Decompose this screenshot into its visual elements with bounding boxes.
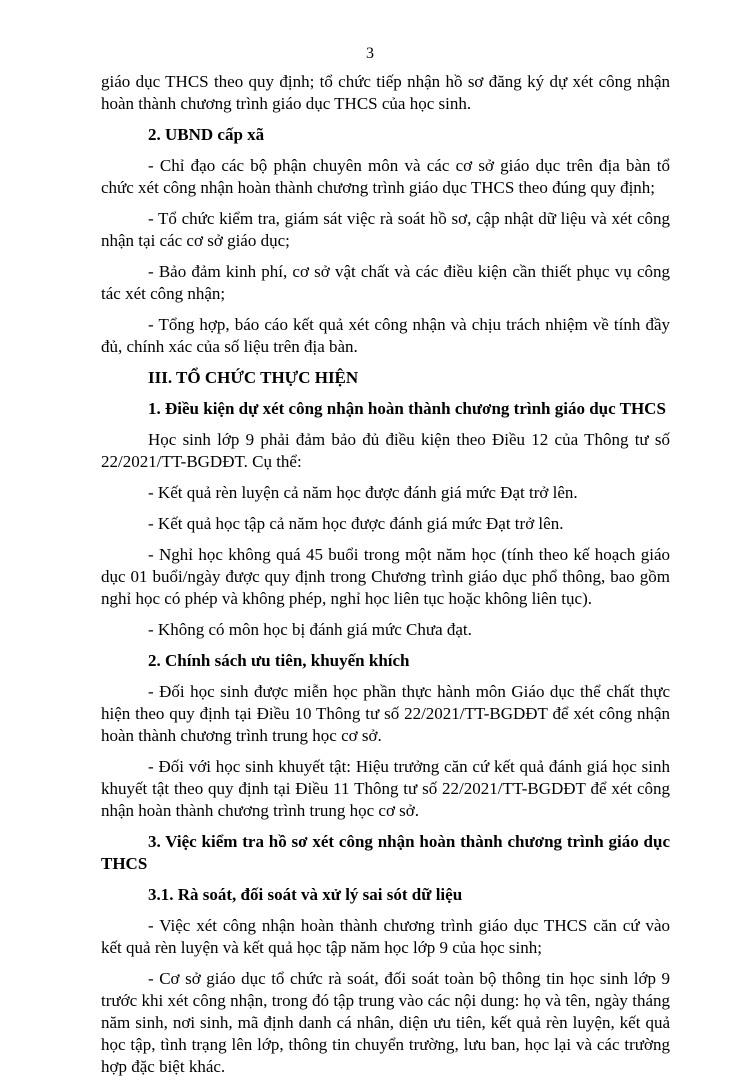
section-heading-kiem-tra-ho-so: 3. Việc kiểm tra hồ sơ xét công nhận hoàn thành chương trình giáo dục THCS (101, 832, 670, 873)
paragraph: - Việc xét công nhận hoàn thành chương trình giáo dục THCS căn cứ vào kết quả rèn luyện và kết quả học tập năm học lớp 9 của học sinh; (101, 916, 670, 957)
section-heading-to-chuc-thuc-hien: III. TỔ CHỨC THỰC HIỆN (148, 368, 359, 387)
paragraph: - Bảo đảm kinh phí, cơ sở vật chất và các điều kiện cần thiết phục vụ công tác xét công nhận; (101, 262, 670, 303)
section-heading-chinh-sach-uu-tien: 2. Chính sách ưu tiên, khuyến khích (148, 651, 410, 670)
paragraph: - Kết quả rèn luyện cả năm học được đánh giá mức Đạt trở lên. (148, 483, 578, 502)
paragraph: - Cơ sở giáo dục tổ chức rà soát, đối soát toàn bộ thông tin học sinh lớp 9 trước khi xét công nhận, trong đó tập trung vào các nội dung: họ và tên, ngày tháng năm sinh, nơi sinh, mã định danh cá nhân, diện ưu tiên, kết quả rèn luyện, kết quả học tập, tình trạng lên lớp, thông tin chuyển trường, lưu ban, học lại và các trường hợp đặc biệt khác. (101, 969, 670, 1076)
paragraph: - Không có môn học bị đánh giá mức Chưa đạt. (148, 620, 472, 639)
paragraph-continued: giáo dục THCS theo quy định; tổ chức tiếp nhận hồ sơ đăng ký dự xét công nhận hoàn thành chương trình giáo dục THCS của học sinh. (101, 72, 670, 113)
paragraph: - Tổ chức kiểm tra, giám sát việc rà soát hồ sơ, cập nhật dữ liệu và xét công nhận tại các cơ sở giáo dục; (101, 209, 670, 250)
paragraph: - Tổng hợp, báo cáo kết quả xét công nhận và chịu trách nhiệm về tính đầy đủ, chính xác của số liệu trên địa bàn. (101, 315, 670, 356)
paragraph: - Kết quả học tập cả năm học được đánh giá mức Đạt trở lên. (148, 514, 564, 533)
page-number: 3 (366, 45, 374, 62)
section-heading-dieu-kien: 1. Điều kiện dự xét công nhận hoàn thành chương trình giáo dục THCS (148, 399, 666, 418)
document-body (101, 71, 670, 1087)
section-heading-ubnd-cap-xa: 2. UBND cấp xã (148, 125, 265, 144)
paragraph: Học sinh lớp 9 phải đảm bảo đủ điều kiện theo Điều 12 của Thông tư số 22/2021/TT-BGDĐT. Cụ thể: (101, 430, 670, 471)
paragraph: - Đối với học sinh khuyết tật: Hiệu trưởng căn cứ kết quả đánh giá học sinh khuyết tật theo quy định tại Điều 11 Thông tư số 22/2021/TT-BGDĐT để xét công nhận hoàn thành chương trình trung học cơ sở. (101, 757, 670, 820)
paragraph: - Chỉ đạo các bộ phận chuyên môn và các cơ sở giáo dục trên địa bàn tổ chức xét công nhận hoàn thành chương trình giáo dục THCS theo đúng quy định; (101, 156, 670, 197)
section-heading-ra-soat-doi-soat: 3.1. Rà soát, đối soát và xử lý sai sót dữ liệu (148, 885, 463, 904)
paragraph: - Nghỉ học không quá 45 buổi trong một năm học (tính theo kế hoạch giáo dục 01 buổi/ngày được quy định trong Chương trình giáo dục phổ thông, bao gồm nghỉ học có phép và không phép, nghỉ học liên tục hoặc không liên tục). (101, 545, 670, 608)
paragraph: - Đối học sinh được miễn học phần thực hành môn Giáo dục thể chất thực hiện theo quy định tại Điều 10 Thông tư số 22/2021/TT-BGDĐT để xét công nhận hoàn thành chương trình trung học cơ sở. (101, 682, 670, 745)
